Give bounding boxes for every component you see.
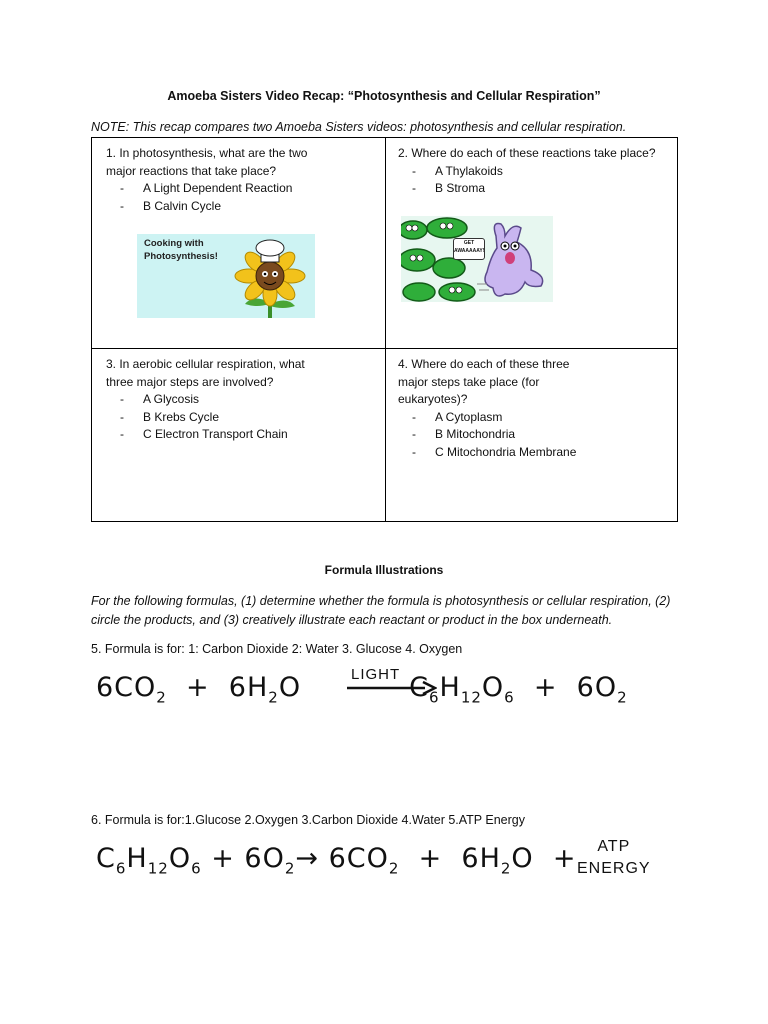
question-4-text: 4. Where do each of these three major steps take place (for eukaryotes)? — [398, 357, 570, 406]
respiration-equation: $C_6H_{12}O_6 + 6O_2\to 6CO_2 + 6H_2O$ + — [96, 843, 577, 878]
question-cell-3 — [106, 356, 376, 444]
question-2-text: 2. Where do each of these reactions take place? — [398, 146, 656, 160]
note-text: NOTE: This recap compares two Amoeba Sisters videos: photosynthesis and cellular respiration. — [91, 120, 627, 134]
answer-3c: - C Electron Transport Chain — [106, 426, 376, 444]
question-3-text: 3. In aerobic cellular respiration, what three major steps are involved? — [106, 357, 305, 389]
answer-4b: - B Mitochondria — [398, 426, 668, 444]
answer-3a: - A Glycosis — [106, 391, 376, 409]
answer-3b: - B Krebs Cycle — [106, 409, 376, 427]
question-1-text: 1. In photosynthesis, what are the two major reactions that take place? — [106, 146, 308, 178]
energy-label: ENERGY — [577, 860, 651, 877]
answer-1b: - B Calvin Cycle — [106, 198, 376, 216]
answer-1a: - A Light Dependent Reaction — [106, 180, 376, 198]
answer-2a: - A Thylakoids — [398, 163, 678, 181]
question-grid — [91, 137, 678, 522]
photosynthesis-equation: $6CO_2 + 6H_2O$ $C_6H_{12}O_6 + 6O_2$ — [96, 672, 628, 707]
speech-bubble: GET AWAAAAAY! — [453, 238, 485, 260]
answer-4a: - A Cytoplasm — [398, 409, 668, 427]
answer-list-4 — [398, 409, 668, 462]
question-cell-4 — [398, 356, 668, 461]
answer-2b: - B Stroma — [398, 180, 678, 198]
image-caption: Cooking with Photosynthesis! — [144, 238, 218, 262]
chloroplast-amoeba-image — [401, 216, 553, 302]
answer-4c: - C Mitochondria Membrane — [398, 444, 668, 462]
answer-list-2 — [398, 163, 678, 198]
answer-list-3 — [106, 391, 376, 444]
formula-5-label: 5. Formula is for: 1: Carbon Dioxide 2: Water 3. Glucose 4. Oxygen — [91, 642, 463, 656]
formula-section-title: Formula Illustrations — [324, 563, 444, 577]
question-cell-2 — [398, 145, 678, 198]
grid-divider-vertical — [385, 138, 386, 521]
question-cell-1 — [106, 145, 376, 215]
document-title: Amoeba Sisters Video Recap: “Photosynthesis and Cellular Respiration” — [167, 89, 601, 103]
cooking-photosynthesis-image — [137, 234, 315, 318]
atp-label: ATP — [597, 838, 631, 855]
formula-6-label: 6. Formula is for:1.Glucose 2.Oxygen 3.Carbon Dioxide 4.Water 5.ATP Energy — [91, 813, 525, 827]
answer-list-1 — [106, 180, 376, 215]
atp-energy-label — [577, 836, 651, 880]
light-label: LIGHT — [351, 666, 401, 683]
grid-divider-horizontal — [92, 348, 677, 349]
formula-instructions: For the following formulas, (1) determine whether the formula is photosynthesis or cellular respiration, (2) circle the products, and (3) creatively illustrate each reactant or product in the box underneath. — [91, 594, 671, 627]
reaction-arrow-icon — [345, 681, 437, 695]
